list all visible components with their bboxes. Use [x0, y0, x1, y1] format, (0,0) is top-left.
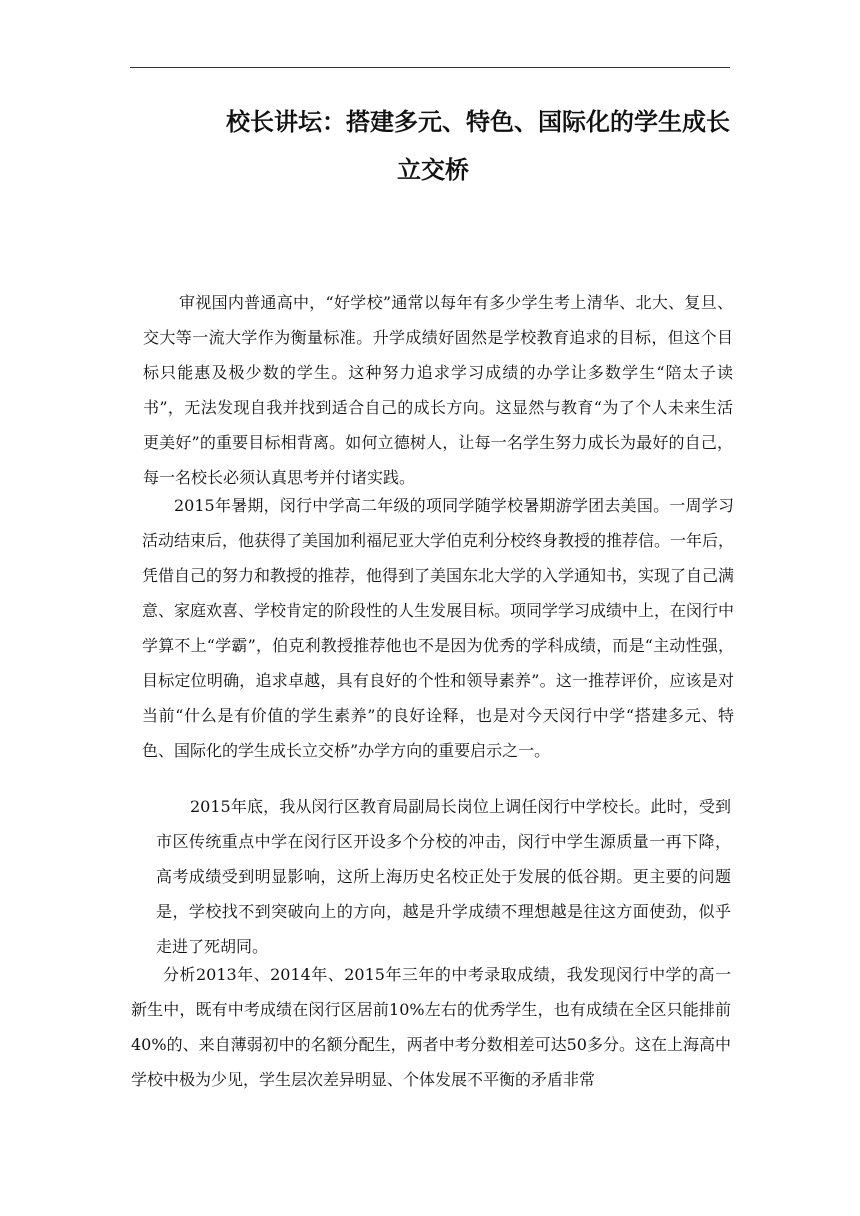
- header-rule: [130, 67, 730, 68]
- body-paragraph-4: 分析2013年、2014年、2015年三年的中考录取成绩，我发现闵行中学的高一新生中，既有中考成绩在闵行区居前10%左右的优秀学生，也有成绩在全区只能排前40%的、来自薄弱初中的名额分配生，两者中考分数相差可达50多分。这在上海高中学校中极为少见，学生层次差异明显、个体发展不平衡的矛盾非常: [131, 965, 731, 1089]
- document-title-line-1: 校长讲坛：搭建多元、特色、国际化的学生成长: [226, 107, 730, 136]
- document-title-line-2: 立交桥: [397, 155, 469, 184]
- body-paragraph-3: 2015年底，我从闵行区教育局副局长岗位上调任闵行中学校长。此时，受到市区传统重点中学在闵行区开设多个分校的冲击，闵行中学生源质量一再下降，高考成绩受到明显影响，这所上海历史名校正处于发展的低谷期。更主要的问题是，学校找不到突破向上的方向，越是升学成绩不理想越是往这方面使劲，似乎走进了死胡同。: [156, 797, 731, 956]
- body-paragraph-1: 审视国内普通高中，“好学校”通常以每年有多少学生考上清华、北大、复旦、交大等一流大学作为衡量标准。升学成绩好固然是学校教育追求的目标，但这个目标只能惠及极少数的学生。这种努力追求学习成绩的办学让多数学生“陪太子读书”，无法发现自我并找到适合自己的成长方向。这显然与教育“为了个人未来生活更美好”的重要目标相背离。如何立德树人，让每一名学生努力成长为最好的自己，每一名校长必须认真思考并付诸实践。: [143, 293, 733, 487]
- body-paragraph-2: 2015年暑期，闵行中学高二年级的项同学随学校暑期游学团去美国。一周学习活动结束后，他获得了美国加利福尼亚大学伯克利分校终身教授的推荐信。一年后，凭借自己的努力和教授的推荐，他得到了美国东北大学的入学通知书，实现了自己满意、家庭欢喜、学校肯定的阶段性的人生发展目标。项同学学习成绩中上，在闵行中学算不上“学霸”，伯克利教授推荐他也不是因为优秀的学科成绩，而是“主动性强，目标定位明确，追求卓越，具有良好的个性和领导素养”。这一推荐评价，应该是对当前“什么是有价值的学生素养”的良好诠释，也是对今天闵行中学“搭建多元、特色、国际化的学生成长立交桥”办学方向的重要启示之一。: [142, 496, 735, 760]
